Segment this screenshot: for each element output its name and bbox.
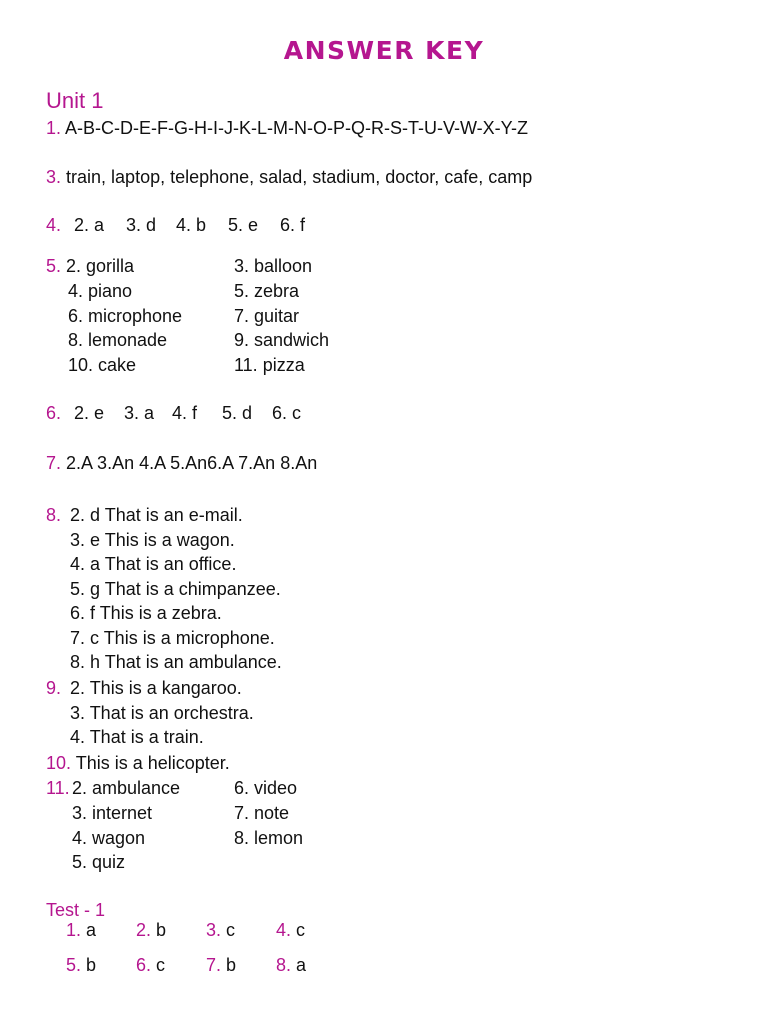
test-answer <box>206 953 236 977</box>
test-answer-number: 2. <box>136 920 152 940</box>
question-11-number <box>46 776 70 800</box>
answer-item: 3. d <box>126 215 157 235</box>
question-number: 9. <box>46 678 62 698</box>
answer-text: A-B-C-D-E-F-G-H-I-J-K-L-M-N-O-P-Q-R-S-T-U-V-W-X-Y-Z <box>65 118 528 138</box>
test-answer-value: a <box>296 955 307 975</box>
test-answer <box>276 953 306 977</box>
test-answer-number: 6. <box>136 955 152 975</box>
test-answer-value: b <box>86 955 97 975</box>
answer-item: 7. note <box>234 803 290 823</box>
test-answer <box>136 918 166 942</box>
test-answer <box>136 953 165 977</box>
answer-item: 6. microphone <box>68 306 183 326</box>
answer-item: 8. lemon <box>234 828 304 848</box>
answer-item: 5. quiz <box>72 852 126 872</box>
answer-line: 8. h That is an ambulance. <box>70 652 282 672</box>
question-number: 5. <box>46 256 62 276</box>
test-answer-number: 1. <box>66 920 82 940</box>
test-answer-number: 5. <box>66 955 82 975</box>
test-answer <box>276 918 305 942</box>
question-number: 10. <box>46 753 72 773</box>
question-number: 8. <box>46 505 62 525</box>
answer-item: 9. sandwich <box>234 330 330 350</box>
answer-text: 2.A 3.An 4.A 5.An6.A 7.An 8.An <box>66 453 318 473</box>
answer-item: 2. a <box>74 215 105 235</box>
answer-item: 2. e <box>74 403 105 423</box>
answer-item: 6. f <box>280 215 306 235</box>
answer-item: 3. internet <box>72 803 153 823</box>
answer-item: 4. piano <box>68 281 133 301</box>
question-1 <box>46 116 528 140</box>
answer-item: 5. e <box>228 215 259 235</box>
question-number: 11. <box>46 778 70 798</box>
test-answer-value: a <box>86 920 97 940</box>
answer-item: 5. zebra <box>234 281 300 301</box>
answer-line: 7. c This is a microphone. <box>70 628 275 648</box>
answer-item: 11. pizza <box>234 355 305 375</box>
question-number: 6. <box>46 403 62 423</box>
question-6 <box>46 401 61 425</box>
answer-line: 3. e This is a wagon. <box>70 530 235 550</box>
question-number: 4. <box>46 215 62 235</box>
answer-item: 2. ambulance <box>72 778 181 798</box>
test-answer-value: c <box>156 955 166 975</box>
answer-item: 10. cake <box>68 355 137 375</box>
test-answer <box>66 918 96 942</box>
unit-heading: Unit 1 <box>46 88 104 113</box>
answer-line: 3. That is an orchestra. <box>70 703 254 723</box>
test-answer-number: 3. <box>206 920 222 940</box>
answer-item: 8. lemonade <box>68 330 168 350</box>
question-number: 3. <box>46 167 62 187</box>
question-3 <box>46 165 532 189</box>
answer-line: 2. This is a kangaroo. <box>70 678 242 698</box>
test-answer <box>66 953 96 977</box>
test-answer-value: b <box>226 955 237 975</box>
question-4 <box>46 213 61 237</box>
answer-item: 2. gorilla <box>66 256 135 276</box>
answer-item: 7. guitar <box>234 306 300 326</box>
question-10 <box>46 751 230 775</box>
question-number: 1. <box>46 118 62 138</box>
answer-item: 3. a <box>124 403 155 423</box>
answer-item: 4. wagon <box>72 828 146 848</box>
test-answer-number: 4. <box>276 920 292 940</box>
test-heading: Test - 1 <box>46 900 106 920</box>
test-answer-number: 8. <box>276 955 292 975</box>
question-9-number <box>46 676 61 700</box>
answer-item: 5. d <box>222 403 253 423</box>
test-answer-number: 7. <box>206 955 222 975</box>
test-answer-value: c <box>226 920 236 940</box>
answer-line: 4. That is a train. <box>70 727 204 747</box>
answer-line: 4. a That is an office. <box>70 554 237 574</box>
answer-text: This is a helicopter. <box>75 753 230 773</box>
answer-line: 5. g That is a chimpanzee. <box>70 579 281 599</box>
answer-item: 4. f <box>172 403 198 423</box>
answer-item: 6. video <box>234 778 298 798</box>
page-title: ANSWER KEY <box>283 36 485 65</box>
answer-line: 2. d That is an e-mail. <box>70 505 243 525</box>
answer-item: 6. c <box>272 403 302 423</box>
test-answer-value: c <box>296 920 306 940</box>
test-answer-value: b <box>156 920 167 940</box>
question-7 <box>46 451 317 475</box>
question-5-number <box>46 254 61 278</box>
question-8-number <box>46 503 61 527</box>
answer-line: 6. f This is a zebra. <box>70 603 222 623</box>
answer-item: 4. b <box>176 215 207 235</box>
answer-item: 3. balloon <box>234 256 313 276</box>
test-answer <box>206 918 235 942</box>
answer-text: train, laptop, telephone, salad, stadium, doctor, cafe, camp <box>66 167 533 187</box>
question-number: 7. <box>46 453 62 473</box>
